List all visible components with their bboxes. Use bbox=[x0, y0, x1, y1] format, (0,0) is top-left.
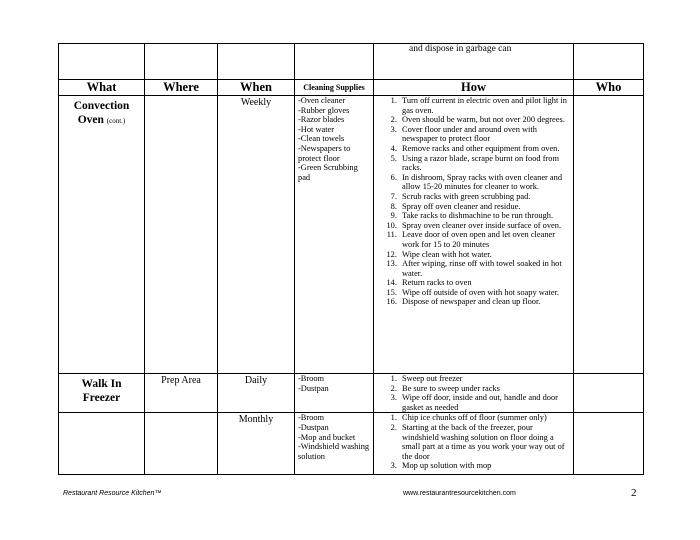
how-steps bbox=[377, 374, 570, 412]
supply-item: -Dustpan bbox=[298, 422, 329, 432]
what-cell bbox=[59, 374, 145, 413]
what-suffix: (cont.) bbox=[106, 117, 126, 125]
where-cell bbox=[145, 413, 218, 475]
header-row bbox=[59, 80, 644, 96]
how-step: 7. Scrub racks with green scrubbing pad. bbox=[399, 192, 570, 202]
how-steps bbox=[377, 413, 570, 471]
cleaning-schedule bbox=[58, 43, 643, 475]
what-label: Convection Oven bbox=[73, 100, 130, 126]
how-step: 3. Mop up solution with mop bbox=[399, 461, 570, 471]
header-how: How bbox=[374, 80, 574, 96]
when-cell: Daily bbox=[218, 374, 295, 413]
how-step: 1. Turn off current in electric oven and pilot light in gas oven. bbox=[399, 96, 570, 115]
how-step: 6. In dishroom, Spray racks with oven cleaner and allow 15-20 minutes for cleaner to work. bbox=[399, 173, 570, 192]
how-step: 10. Spray oven cleaner over inside surface of oven. bbox=[399, 221, 570, 231]
carryover-row bbox=[59, 44, 644, 80]
supply-item: -Broom bbox=[298, 374, 325, 383]
footer-brand: Restaurant Resource Kitchen™ bbox=[63, 490, 162, 497]
header-where: Where bbox=[145, 80, 218, 96]
supply-item: -Windshield washing solution bbox=[298, 442, 372, 461]
supplies-cell bbox=[295, 374, 374, 413]
header-supplies: Cleaning Supplies bbox=[295, 80, 374, 96]
table-row bbox=[59, 96, 644, 374]
how-step: 1. Chip ice chunks off of floor (summer only) bbox=[399, 413, 570, 423]
where-cell bbox=[145, 96, 218, 374]
supplies-cell bbox=[295, 96, 374, 374]
how-step: 2. Oven should be warm, but not over 200 degrees. bbox=[399, 115, 570, 125]
when-cell: Weekly bbox=[218, 96, 295, 374]
when-cell: Monthly bbox=[218, 413, 295, 475]
supply-item: -Rubber gloves bbox=[298, 105, 350, 115]
how-step: 11. Leave door of oven open and let oven cleaner work for 15 to 20 minutes bbox=[399, 230, 570, 249]
how-steps bbox=[377, 96, 570, 307]
schedule-table bbox=[58, 43, 644, 475]
what-cell bbox=[59, 413, 145, 475]
header-who: Who bbox=[574, 80, 644, 96]
supply-item: -Broom bbox=[298, 413, 325, 423]
table-row bbox=[59, 374, 644, 413]
supply-item: -Razor blades bbox=[298, 115, 345, 125]
what-label: Walk In Freezer bbox=[81, 378, 122, 404]
what-cell bbox=[59, 96, 145, 374]
where-cell: Prep Area bbox=[145, 374, 218, 413]
supply-item: -Clean towels bbox=[298, 134, 345, 144]
supply-item: -Green Scrubbing pad bbox=[298, 163, 360, 182]
how-step: 3. Cover floor under and around oven with newspaper to protect floor bbox=[399, 125, 570, 144]
who-cell bbox=[574, 374, 644, 413]
how-step: 14. Return racks to oven bbox=[399, 278, 570, 288]
how-step: 4. Remove racks and other equipment from oven. bbox=[399, 144, 570, 154]
how-step: 9. Take racks to dishmachine to be run through. bbox=[399, 211, 570, 221]
supply-item: -Newspapers to protect floor bbox=[298, 143, 353, 163]
table-row bbox=[59, 413, 644, 475]
how-step: 5. Using a razor blade, scrape burnt on food from racks. bbox=[399, 154, 570, 173]
supplies-cell bbox=[295, 413, 374, 475]
how-step: 13. After wiping, rinse off with towel soaked in hot water. bbox=[399, 259, 570, 278]
who-cell bbox=[574, 413, 644, 475]
header-when: When bbox=[218, 80, 295, 96]
how-step: 2. Starting at the back of the freezer, pour windshield washing solution on floor doing a small part at a time as you work your way out of the door bbox=[399, 423, 570, 461]
how-step: 8. Spray off oven cleaner and residue. bbox=[399, 202, 570, 212]
supply-item: -Mop and bucket bbox=[298, 432, 356, 442]
header-what: What bbox=[59, 80, 145, 96]
page-number: 2 bbox=[631, 487, 637, 499]
how-cell bbox=[374, 96, 574, 374]
carryover-text: and dispose in garbage can bbox=[374, 44, 574, 80]
supply-item: -Dustpan bbox=[298, 383, 329, 393]
how-step: 12. Wipe clean with hot water. bbox=[399, 250, 570, 260]
how-step: 3. Wipe off door, inside and out, handle and door gasket as needed bbox=[399, 393, 570, 412]
how-cell bbox=[374, 413, 574, 475]
who-cell bbox=[574, 96, 644, 374]
how-step: 1. Sweep out freezer bbox=[399, 374, 570, 384]
footer-url: www.restaurantresourcekitchen.com bbox=[403, 490, 516, 497]
how-step: 2. Be sure to sweep under racks bbox=[399, 384, 570, 394]
table-body bbox=[59, 96, 644, 475]
supply-item: -Oven cleaner bbox=[298, 96, 346, 105]
how-cell bbox=[374, 374, 574, 413]
supply-item: -Hot water bbox=[298, 124, 335, 134]
how-step: 15. Wipe off outside of oven with hot soapy water. bbox=[399, 288, 570, 298]
how-step: 16. Dispose of newspaper and clean up floor. bbox=[399, 297, 570, 307]
